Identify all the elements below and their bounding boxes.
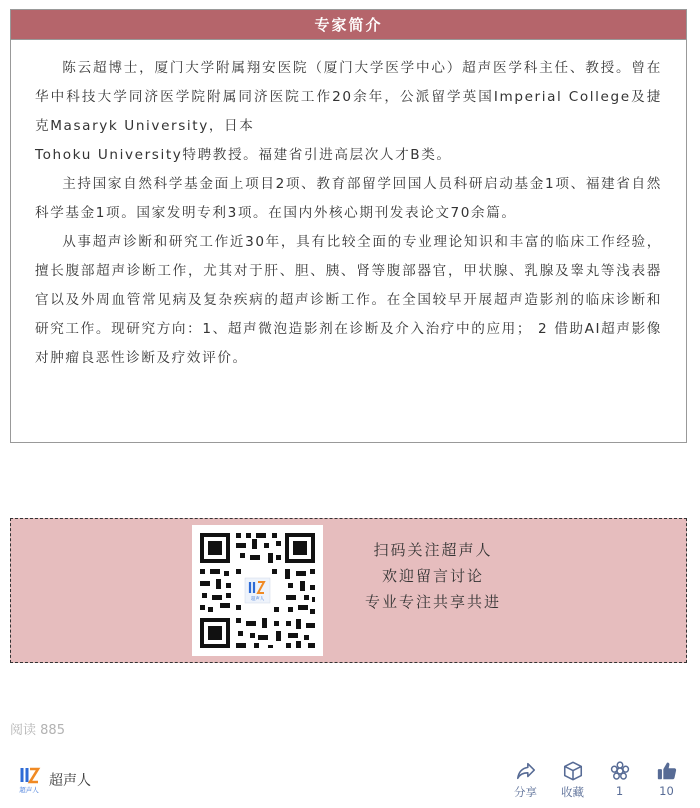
intro-title: 专家简介 — [314, 16, 383, 34]
wow-count: 1 — [615, 784, 624, 798]
read-count — [10, 719, 65, 738]
qr-banner — [10, 518, 687, 663]
share-label: 分享 — [514, 785, 537, 799]
intro-paragraph: Tohoku University特聘教授。福建省引进高层次人才B类。 — [35, 147, 452, 163]
account-name: 超声人 — [49, 773, 91, 789]
collect-button[interactable] — [549, 760, 596, 800]
intro-paragraph: 主持国家自然科学基金面上项目2项、教育部留学回国人员科研启动基金1项、福建省自然科学基金1项。国家发明专利3项。在国内外核心期刊发表论文70余篇。 — [35, 176, 662, 221]
qr-caption-line: 扫码关注超声人 — [373, 541, 493, 559]
qr-code[interactable] — [192, 525, 323, 656]
cube-icon — [562, 760, 584, 782]
share-icon — [515, 760, 537, 782]
qr-code-image — [192, 525, 323, 656]
intro-paragraph: 从事超声诊断和研究工作近30年，具有比较全面的专业理论知识和丰富的临床工作经验，擅长腹部超声诊断工作，尤其对于肝、胆、胰、肾等腹部器官，甲状腺、乳腺及睾丸等浅表器官以及外周血管常见病及复杂疾病的超声诊断工作。在全国较早开展超声造影剂的临床诊断和研究工作。现研究方向：1、超声微泡造影剂在诊断及介入治疗中的应用； 2 借助AI超声影像对肿瘤良恶性诊断及疗效评价。 — [35, 234, 662, 366]
account-link[interactable] — [17, 766, 91, 794]
account-logo-icon — [17, 766, 41, 794]
action-bar — [502, 760, 690, 800]
collect-label: 收藏 — [561, 785, 584, 799]
wow-button[interactable] — [596, 760, 643, 800]
qr-caption-line: 专业专注共享共进 — [364, 593, 501, 611]
intro-header — [11, 10, 686, 40]
share-button[interactable] — [502, 760, 549, 800]
qr-caption-line: 欢迎留言讨论 — [381, 567, 484, 585]
thumbs-up-icon — [656, 760, 678, 782]
like-count: 10 — [659, 784, 674, 798]
intro-paragraph: 陈云超博士，厦门大学附属翔安医院（厦门大学医学中心）超声医学科主任、教授。曾在华中科技大学同济医学院附属同济医院工作20余年，公派留学英国Imperial College及捷克Masaryk University，日本 — [35, 60, 662, 134]
expert-intro-card — [10, 9, 687, 443]
read-count-label: 阅读 — [10, 723, 37, 738]
qr-caption — [333, 537, 533, 615]
qr-logo-text: 超声人 — [250, 597, 265, 602]
read-count-value: 885 — [40, 723, 65, 738]
like-button[interactable] — [643, 760, 690, 800]
bottom-bar — [0, 752, 700, 808]
wow-flower-icon — [609, 760, 631, 782]
intro-body — [11, 40, 686, 373]
account-logo-text: 超声人 — [19, 786, 39, 794]
